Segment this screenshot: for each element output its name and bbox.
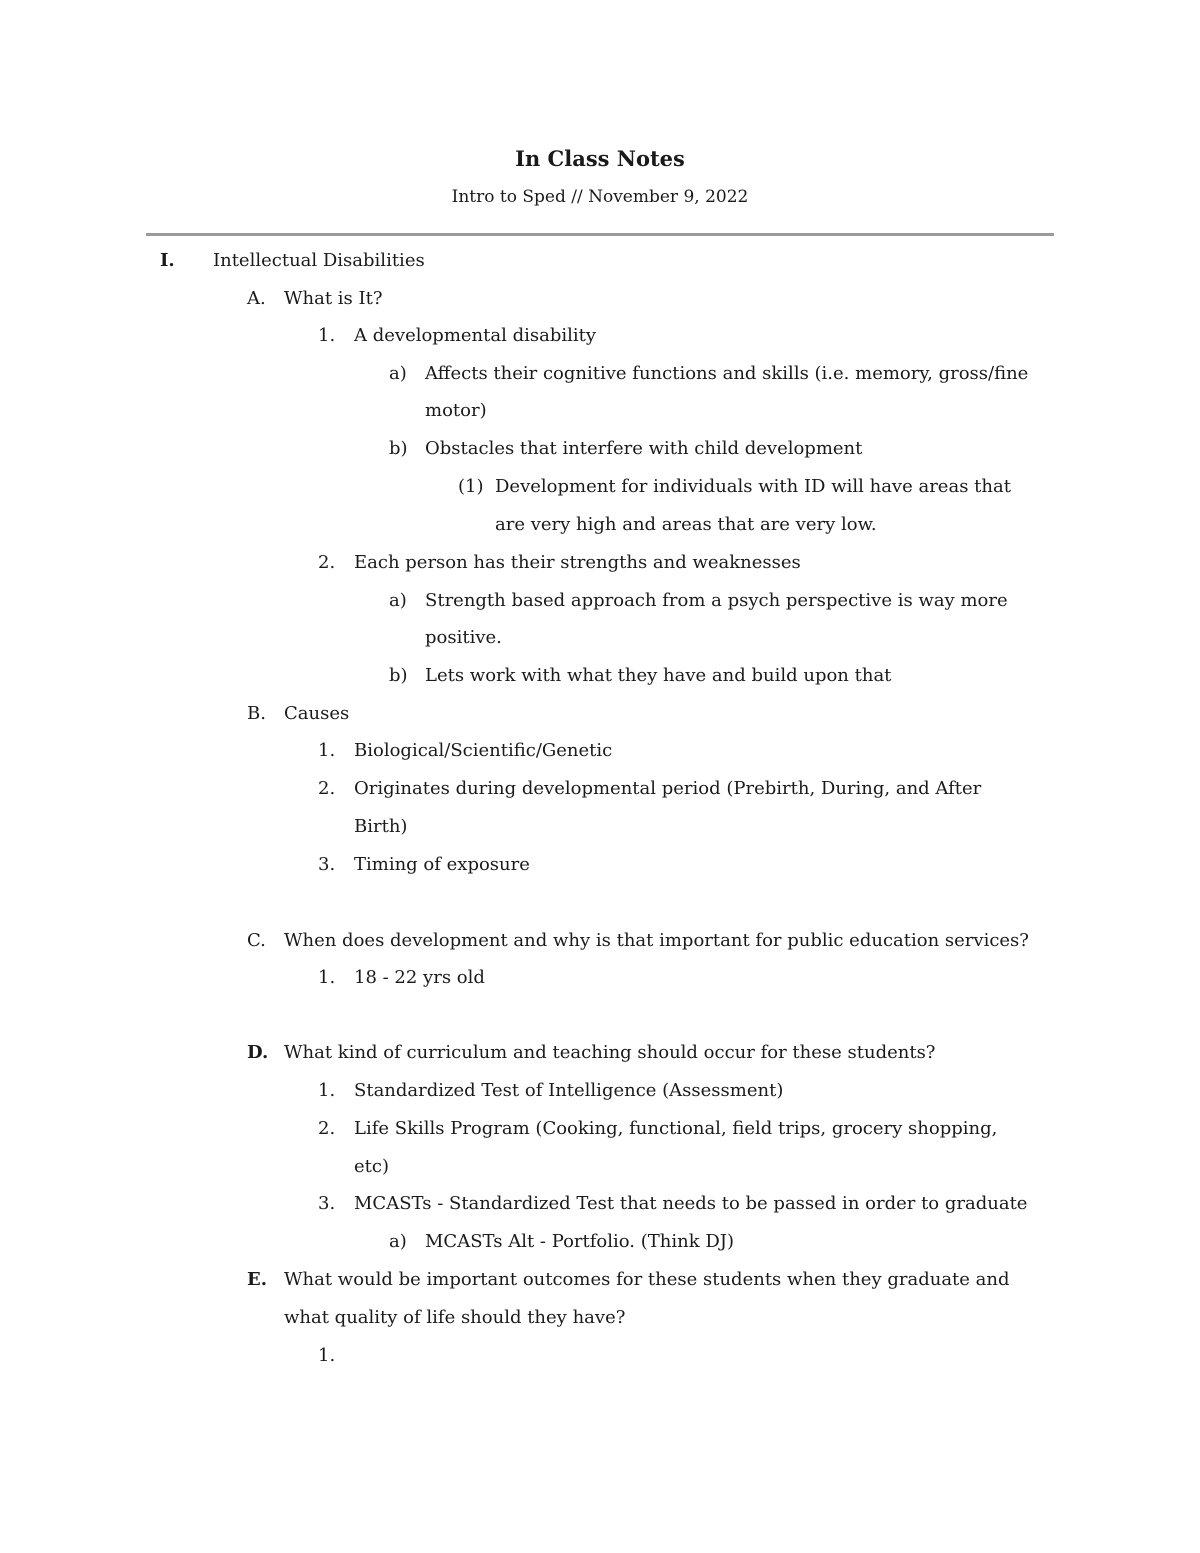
outline-item-A-1-a-line2: motor) — [425, 400, 487, 421]
outline-marker-B-1: 1. — [318, 740, 336, 761]
outline-item-A-1-b: Obstacles that interfere with child development — [425, 438, 863, 459]
outline-item-A: What is It? — [284, 288, 383, 309]
outline-marker-D-3-a: a) — [389, 1231, 407, 1252]
outline-marker-C-1: 1. — [318, 967, 336, 988]
outline-item-B: Causes — [284, 703, 350, 724]
outline-item-D-3: MCASTs - Standardized Test that needs to be passed in order to graduate — [354, 1193, 1028, 1214]
outline-item-A-2-a-line2: positive. — [425, 627, 502, 648]
document-title: In Class Notes — [515, 146, 685, 171]
outline-marker-C: C. — [247, 930, 266, 951]
outline-item-E-line2: what quality of life should they have? — [284, 1307, 626, 1328]
outline-item-B-3: Timing of exposure — [354, 854, 530, 875]
outline-item-A-1-b-1-line1: Development for individuals with ID will have areas that — [495, 476, 1011, 497]
outline-item-B-2-line1: Originates during developmental period (Prebirth, During, and After — [354, 778, 982, 799]
outline-item-E-line1: What would be important outcomes for these students when they graduate and — [284, 1269, 1010, 1290]
outline-item-D-2-line2: etc) — [354, 1156, 389, 1177]
outline-marker-A-1-b-1: (1) — [458, 476, 484, 497]
outline-marker-A-2-a: a) — [389, 590, 407, 611]
outline-marker-A-2: 2. — [318, 552, 336, 573]
outline-marker-E: E. — [247, 1269, 267, 1290]
outline-marker-E-1: 1. — [318, 1345, 336, 1366]
outline-marker-A-1-b: b) — [389, 438, 408, 459]
outline-marker-A: A. — [247, 288, 266, 309]
outline-marker-B-3: 3. — [318, 854, 336, 875]
outline-item-A-2: Each person has their strengths and weaknesses — [354, 552, 801, 573]
outline-marker-I: I. — [160, 250, 175, 271]
outline-item-D-1: Standardized Test of Intelligence (Assessment) — [354, 1080, 784, 1101]
outline-marker-D: D. — [247, 1042, 269, 1063]
outline-item-B-2-line2: Birth) — [354, 816, 408, 837]
outline-marker-D-3: 3. — [318, 1193, 336, 1214]
outline-item-C: When does development and why is that important for public education services? — [284, 930, 1029, 951]
outline-marker-D-2: 2. — [318, 1118, 336, 1139]
outline-marker-D-1: 1. — [318, 1080, 336, 1101]
outline-marker-A-1-a: a) — [389, 363, 407, 384]
outline-item-B-1: Biological/Scientific/Genetic — [354, 740, 613, 761]
outline-item-D: What kind of curriculum and teaching should occur for these students? — [284, 1042, 936, 1063]
outline-item-D-2-line1: Life Skills Program (Cooking, functional, field trips, grocery shopping, — [354, 1118, 998, 1139]
outline-item-I: Intellectual Disabilities — [213, 250, 425, 271]
outline-marker-A-1: 1. — [318, 325, 336, 346]
outline-item-A-2-b: Lets work with what they have and build upon that — [425, 665, 892, 686]
outline-item-C-1: 18 - 22 yrs old — [354, 967, 485, 988]
outline-item-A-1-a-line1: Affects their cognitive functions and skills (i.e. memory, gross/fine — [425, 363, 1029, 384]
outline-marker-B: B. — [247, 703, 266, 724]
outline-marker-B-2: 2. — [318, 778, 336, 799]
outline-item-A-2-a-line1: Strength based approach from a psych perspective is way more — [425, 590, 1008, 611]
outline-marker-A-2-b: b) — [389, 665, 408, 686]
outline-item-D-3-a: MCASTs Alt - Portfolio. (Think DJ) — [425, 1231, 735, 1252]
outline-item-A-1-b-1-line2: are very high and areas that are very low. — [495, 514, 877, 535]
horizontal-rule — [146, 233, 1054, 236]
document-subtitle: Intro to Sped // November 9, 2022 — [451, 187, 749, 207]
outline-item-A-1: A developmental disability — [354, 325, 597, 346]
